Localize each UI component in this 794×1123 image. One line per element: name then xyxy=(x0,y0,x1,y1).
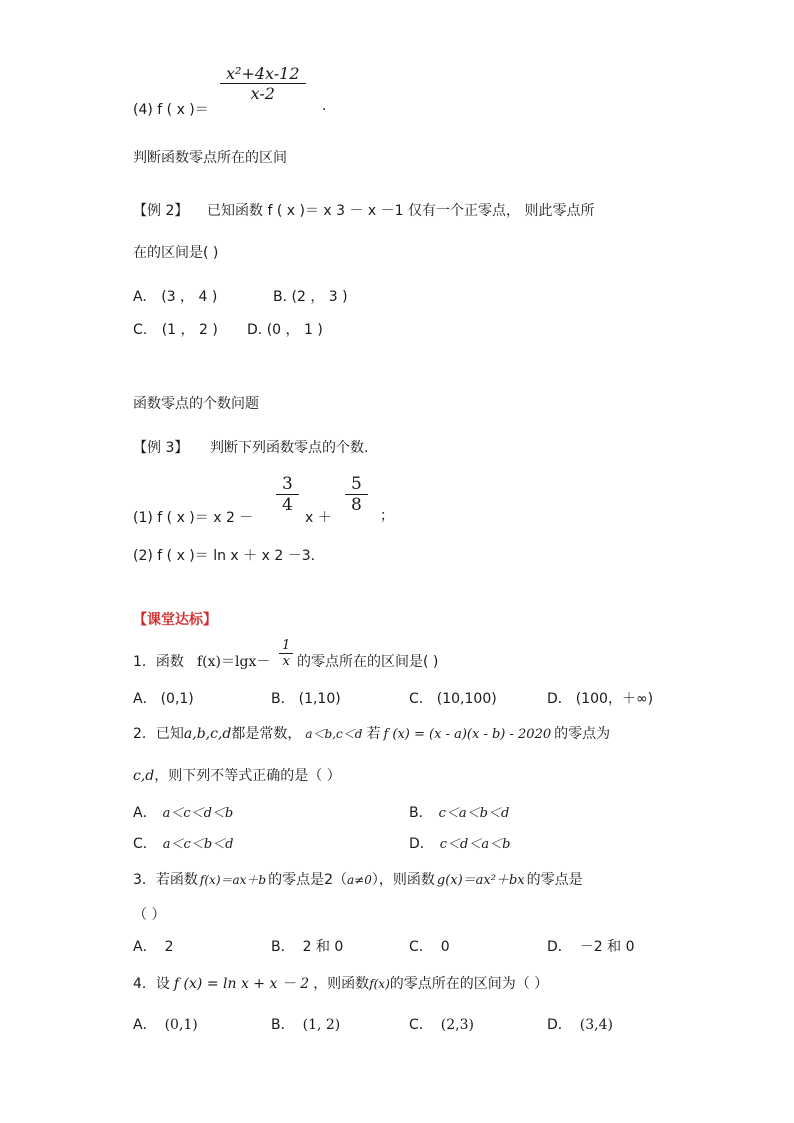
example3-text: 判断下列函数零点的个数. xyxy=(210,440,369,456)
option-text: (3,4) xyxy=(579,1017,613,1033)
option-text: (2,3) xyxy=(440,1017,474,1033)
q2-func: f (x) = (x - a)(x - b) - 2020 xyxy=(383,727,552,742)
option-label: C. xyxy=(133,322,148,338)
option-label: C． xyxy=(133,836,157,852)
q3-text-d: 的零点是 xyxy=(526,872,583,888)
q2-text-a: 2．已知 xyxy=(133,726,184,742)
option-text: 0 xyxy=(440,939,450,955)
frac2-denominator: 8 xyxy=(351,495,362,515)
option-label: B. xyxy=(273,289,288,305)
option-text: (1 ， 2 ) xyxy=(161,322,218,338)
example3-item1-end: ； xyxy=(380,508,394,524)
option-text: a＜c＜d＜b xyxy=(162,806,234,821)
option-text: 2 和 0 xyxy=(302,939,344,955)
q4-option-b xyxy=(271,1014,340,1034)
item4-numerator: x²+4x-12 xyxy=(226,64,300,83)
option-label: D． xyxy=(547,1017,572,1033)
q2-text-d: 的零点为 xyxy=(554,726,611,742)
example2-option-c xyxy=(133,319,218,339)
example3-frac2 xyxy=(345,474,368,515)
q2-option-d xyxy=(409,833,510,853)
option-label: A． xyxy=(133,939,157,955)
item4-fraction xyxy=(220,64,306,103)
q1-prefix: 1．函数 xyxy=(133,654,184,670)
q4-option-a xyxy=(133,1014,198,1034)
q3-option-c xyxy=(409,936,450,956)
item4-denominator: x-2 xyxy=(250,84,275,103)
option-text: (1,10) xyxy=(298,691,341,707)
option-text: (100，＋∞) xyxy=(575,691,654,707)
q1-option-d xyxy=(547,688,653,708)
example3-tag: 【例 3】 xyxy=(133,440,189,456)
q2-vars: a,b,c,d xyxy=(183,726,232,742)
q2-option-c xyxy=(133,833,233,853)
frac1-numerator: 3 xyxy=(282,474,293,494)
frac2-numerator: 5 xyxy=(351,474,362,494)
q1-frac-numerator: 1 xyxy=(282,638,291,653)
item4-label: (4) f ( x )＝ xyxy=(133,102,209,118)
option-text: 2 xyxy=(164,939,174,955)
q2-text-c: 若 xyxy=(366,726,381,742)
option-text: (0,1) xyxy=(160,691,194,707)
option-text: a＜c＜b＜d xyxy=(162,837,234,852)
q3-text-a: 3．若函数 xyxy=(133,872,198,888)
option-text: (1, 2) xyxy=(302,1017,341,1033)
option-label: C． xyxy=(409,1017,433,1033)
q3-text-b: 的零点是 xyxy=(268,872,325,888)
option-label: A． xyxy=(133,805,157,821)
q2-text-e: ，则下列不等式正确的是（ ） xyxy=(154,768,341,784)
q1-frac xyxy=(279,638,293,669)
option-label: B． xyxy=(271,939,295,955)
q3-option-b xyxy=(271,936,343,956)
example2-line2: 在的区间是( ) xyxy=(133,245,219,261)
q4-prefix: 4．设 xyxy=(133,976,170,992)
example2-line1: 已知函数 f ( x )＝ x 3 － x －1 仅有一个正零点， 则此零点所 xyxy=(207,203,595,219)
option-label: A. xyxy=(133,289,147,305)
q4-func: f (x) = ln x + x － 2 xyxy=(173,976,310,992)
q4-option-d xyxy=(547,1014,613,1034)
frac1-denominator: 4 xyxy=(282,495,293,515)
q3-line1 xyxy=(133,869,583,889)
example3-item1-prefix: (1) f ( x )＝ x 2 － xyxy=(133,510,254,526)
option-label: A． xyxy=(133,1017,157,1033)
option-text: c＜a＜b＜d xyxy=(438,806,510,821)
option-label: B． xyxy=(409,805,433,821)
option-label: C． xyxy=(409,691,433,707)
q3-func: f(x)＝ax＋b xyxy=(199,873,267,887)
option-label: B． xyxy=(271,691,295,707)
q3-line2: （ ） xyxy=(133,907,166,923)
q2-line1 xyxy=(133,723,610,743)
q2-text-b: 都是常数， xyxy=(231,726,302,742)
section-heading-interval: 判断函数零点所在的区间 xyxy=(133,150,287,166)
option-text: (10,100) xyxy=(436,691,497,707)
q2-option-a xyxy=(133,802,233,822)
q3-func2: g(x)＝ax²＋bx xyxy=(436,873,525,888)
example3-item2: (2) f ( x )＝ ln x ＋ x 2 －3. xyxy=(133,548,316,564)
q1-frac-denominator: x xyxy=(282,654,290,669)
q4-suffix: 的零点所在的区间为（ ） xyxy=(389,976,549,992)
q4-option-c xyxy=(409,1014,474,1034)
item4-end: . xyxy=(322,98,327,114)
example2-option-a xyxy=(133,286,217,306)
q3-text-c: ），则函数 xyxy=(371,872,435,888)
q3-option-d xyxy=(547,936,635,956)
q2-cond: a＜b,c＜d xyxy=(305,727,363,741)
q1-option-b xyxy=(271,688,341,708)
q3-cond: a≠0 xyxy=(347,873,372,887)
q4-func2: f(x) xyxy=(369,977,390,991)
option-label: D． xyxy=(547,939,572,955)
q1-func: f(x)＝lgx－ xyxy=(197,654,271,670)
option-label: C． xyxy=(409,939,433,955)
q3-val: 2（ xyxy=(324,872,348,888)
q2-option-b xyxy=(409,802,509,822)
option-text: (0 ， 1 ) xyxy=(266,322,323,338)
option-text: (3 ， 4 ) xyxy=(161,289,218,305)
option-label: D． xyxy=(547,691,572,707)
example3-item1-mid: x ＋ xyxy=(305,510,332,526)
q4-line xyxy=(133,973,548,993)
q1-option-c xyxy=(409,688,497,708)
example2-option-d xyxy=(247,319,323,339)
option-text: (2 ， 3 ) xyxy=(291,289,348,305)
q1-option-a xyxy=(133,688,194,708)
option-text: (0,1) xyxy=(164,1017,198,1033)
example3-frac1 xyxy=(276,474,299,515)
option-text: c＜d＜a＜b xyxy=(439,837,511,852)
section-heading-count: 函数零点的个数问题 xyxy=(133,396,259,412)
option-label: D. xyxy=(247,322,263,338)
classroom-heading: 【课堂达标】 xyxy=(133,612,217,628)
example2-tag: 【例 2】 xyxy=(133,203,189,219)
option-label: B． xyxy=(271,1017,295,1033)
option-text: －2 和 0 xyxy=(579,939,635,955)
example2-option-b xyxy=(273,286,348,306)
q4-mid: ，则函数 xyxy=(313,976,370,992)
option-label: D． xyxy=(409,836,434,852)
q1-suffix: 的零点所在的区间是( ) xyxy=(297,654,439,670)
q2-line2 xyxy=(133,765,341,785)
q3-option-a xyxy=(133,936,174,956)
q2-vars2: c,d xyxy=(133,768,155,784)
option-label: A． xyxy=(133,691,157,707)
